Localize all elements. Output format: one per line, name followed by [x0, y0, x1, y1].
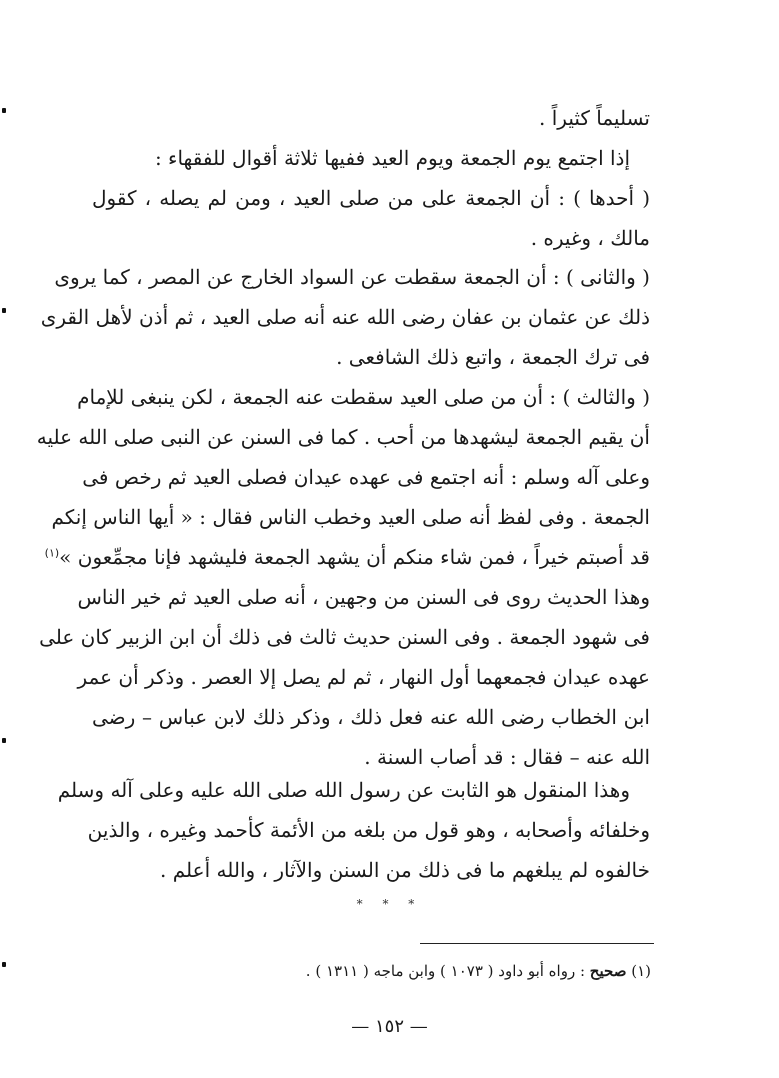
- text-line: ذلك عن عثمان بن عفان رضى الله عنه أنه صلى العيد ، ثم أذن لأهل القرى: [40, 305, 650, 329]
- footnote-rule: [420, 943, 654, 944]
- footnote-number: (١): [631, 962, 651, 980]
- margin-mark: [2, 962, 6, 967]
- footnote-text: : رواه أبو داود ( ١٠٧٣ ) وابن ماجه ( ١٣١١ ) .: [305, 962, 586, 980]
- text-line: وهذا المنقول هو الثابت عن رسول الله صلى الله عليه وعلى آله وسلم: [57, 778, 630, 802]
- text-line-content: قد أصبتم خيراً ، فمن شاء منكم أن يشهد الجمعة فليشهد فإنا مجمِّعون »: [59, 545, 650, 569]
- text-line: وعلى آله وسلم : أنه اجتمع فى عهده عيدان فصلى العيد ثم رخص فى: [82, 465, 650, 489]
- text-line: ( والثالث ) : أن من صلى العيد سقطت عنه الجمعة ، لكن ينبغى للإمام: [77, 385, 650, 409]
- paragraph-block: [57, 770, 650, 890]
- text-line: مالك ، وغيره .: [530, 226, 650, 250]
- section-separator: * * *: [356, 897, 423, 911]
- paragraph-block: [92, 98, 650, 258]
- text-line: الجمعة . وفى لفظ أنه صلى العيد وخطب الناس فقال : « أيها الناس إنكم: [51, 505, 650, 529]
- footnote-label: صحيح: [589, 962, 627, 980]
- text-line: [44, 537, 650, 577]
- text-line: ( والثانى ) : أن الجمعة سقطت عن السواد الخارج عن المصر ، كما يروى: [54, 265, 650, 289]
- text-line: فى ترك الجمعة ، واتبع ذلك الشافعى .: [336, 345, 650, 369]
- text-line: عهده عيدان فجمعهما أول النهار ، ثم لم يصل إلا العصر . وذكر أن عمر: [77, 665, 650, 689]
- margin-mark: [2, 738, 6, 743]
- text-line: فى شهود الجمعة . وفى السنن حديث ثالث فى ذلك أن ابن الزبير كان على: [39, 625, 650, 649]
- text-line: وخلفائه وأصحابه ، وهو قول من بلغه من الأئمة كأحمد وغيره ، والذين: [87, 818, 650, 842]
- margin-mark: [2, 108, 6, 113]
- margin-mark: [2, 308, 6, 313]
- text-line: ابن الخطاب رضى الله عنه فعل ذلك ، وذكر ذلك لابن عباس – رضى: [92, 705, 650, 729]
- text-line: الله عنه – فقال : قد أصاب السنة .: [364, 745, 650, 769]
- text-line: وهذا الحديث روى فى السنن من وجهين ، أنه صلى العيد ثم خير الناس: [77, 585, 650, 609]
- footnote-reference: (١): [44, 546, 60, 560]
- page-number: — ١٥٢ —: [351, 1016, 428, 1037]
- text-line: ( أحدها ) : أن الجمعة على من صلى العيد ، ومن لم يصله ، كقول: [92, 186, 650, 210]
- text-line: تسليماً كثيراً .: [539, 106, 650, 130]
- footnote: [91, 958, 651, 984]
- paragraph-block: [36, 257, 650, 777]
- text-line: أن يقيم الجمعة ليشهدها من أحب . كما فى السنن عن النبى صلى الله عليه: [36, 425, 650, 449]
- text-line: إذا اجتمع يوم الجمعة ويوم العيد ففيها ثلاثة أقوال للفقهاء :: [154, 146, 630, 170]
- text-line: خالفوه لم يبلغهم ما فى ذلك من السنن والآثار ، والله أعلم .: [160, 858, 650, 882]
